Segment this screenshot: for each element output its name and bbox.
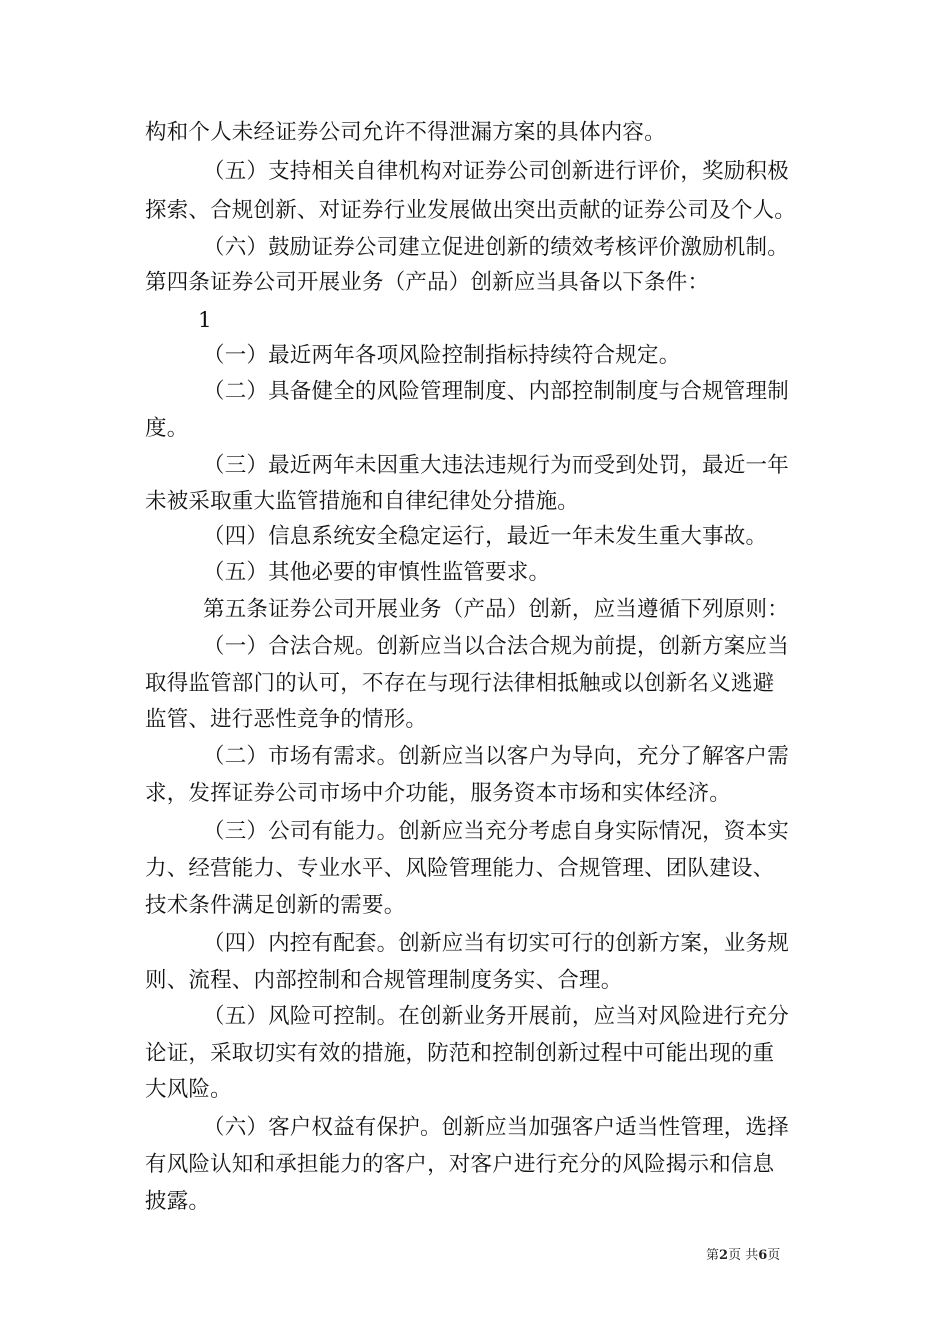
body-line: 有风险认知和承担能力的客户，对客户进行充分的风险揭示和信息 xyxy=(145,1152,775,1177)
footer-suffix: 页 xyxy=(767,1248,781,1263)
body-line: 技术条件满足创新的需要。 xyxy=(145,893,406,918)
body-line: 度。 xyxy=(145,416,189,441)
footer-prefix: 第 xyxy=(706,1248,720,1263)
body-line: （二）具备健全的风险管理制度、内部控制制度与合规管理制 xyxy=(203,379,789,404)
page-footer xyxy=(706,1247,780,1265)
body-line: （一）最近两年各项风险控制指标持续符合规定。 xyxy=(203,343,681,368)
body-line: （三）最近两年未因重大违法违规行为而受到处罚，最近一年 xyxy=(203,453,789,478)
body-line: （五）风险可控制。在创新业务开展前，应当对风险进行充分 xyxy=(203,1004,789,1029)
body-line: 论证，采取切实有效的措施，防范和控制创新过程中可能出现的重 xyxy=(145,1041,775,1066)
heading-line: 第五条证券公司开展业务（产品）创新，应当遵循下列原则： xyxy=(203,597,789,622)
body-line: 未被采取重大监管措施和自律纪律处分措施。 xyxy=(145,489,580,514)
body-line: 则、流程、内部控制和合规管理制度务实、合理。 xyxy=(145,968,623,993)
heading-line: 第四条证券公司开展业务（产品）创新应当具备以下条件： xyxy=(145,270,710,295)
body-line: （五）其他必要的审慎性监管要求。 xyxy=(203,560,551,585)
body-line: （三）公司有能力。创新应当充分考虑自身实际情况，资本实 xyxy=(203,819,789,844)
body-line: 求，发挥证券公司市场中介功能，服务资本市场和实体经济。 xyxy=(145,781,731,806)
total-pages-number: 6 xyxy=(758,1248,768,1263)
body-line: （六）客户权益有保护。创新应当加强客户适当性管理，选择 xyxy=(203,1115,789,1140)
body-line: 披露。 xyxy=(145,1189,211,1214)
body-line: 力、经营能力、专业水平、风险管理能力、合规管理、团队建设、 xyxy=(145,856,775,881)
page-marker-number: 1 xyxy=(198,308,212,333)
body-line: （五）支持相关自律机构对证券公司创新进行评价，奖励积极 xyxy=(203,159,789,184)
body-line: （六）鼓励证券公司建立促进创新的绩效考核评价激励机制。 xyxy=(203,235,789,260)
body-line: 监管、进行恶性竞争的情形。 xyxy=(145,707,428,732)
body-line: （四）内控有配套。创新应当有切实可行的创新方案，业务规 xyxy=(203,931,789,956)
body-line: 探索、合规创新、对证券行业发展做出突出贡献的证券公司及个人。 xyxy=(145,198,797,223)
body-line: （一）合法合规。创新应当以合法合规为前提，创新方案应当 xyxy=(203,634,789,659)
body-line: （四）信息系统安全稳定运行，最近一年未发生重大事故。 xyxy=(203,524,768,549)
body-line: 取得监管部门的认可，不存在与现行法律相抵触或以创新名义逃避 xyxy=(145,671,775,696)
footer-middle: 页 共 xyxy=(728,1248,759,1263)
body-line: 构和个人未经证券公司允许不得泄漏方案的具体内容。 xyxy=(145,120,666,145)
current-page-number: 2 xyxy=(719,1248,729,1263)
body-line: 大风险。 xyxy=(145,1077,232,1102)
body-line: （二）市场有需求。创新应当以客户为导向，充分了解客户需 xyxy=(203,744,789,769)
